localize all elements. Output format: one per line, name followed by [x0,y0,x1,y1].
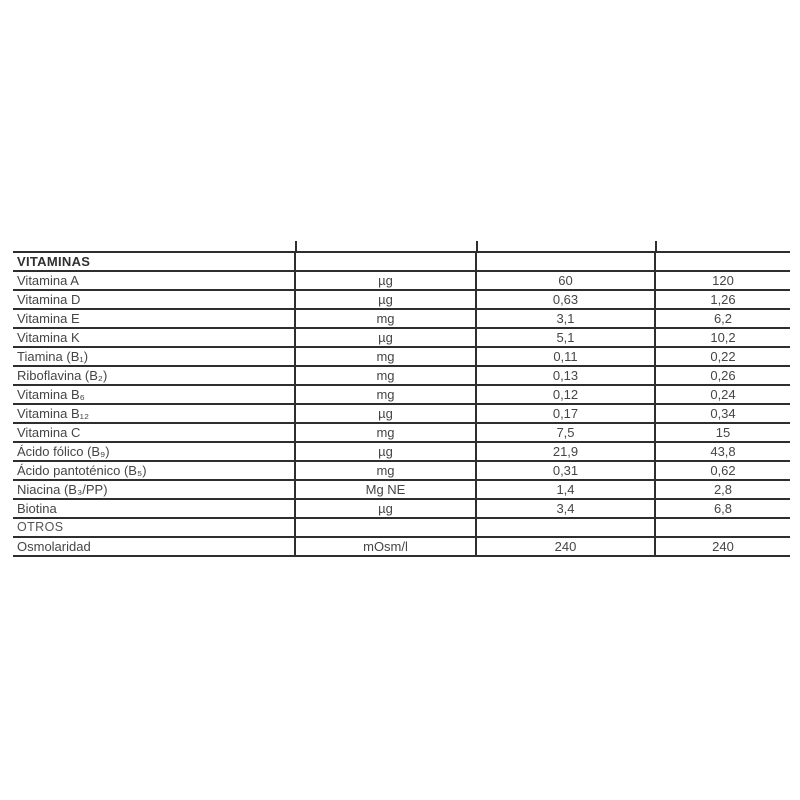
row-unit: mg [295,461,476,480]
row-value-1: 0,17 [476,404,655,423]
column-divider-stub [295,241,297,251]
column-divider-stubs [13,241,790,251]
row-label: Riboflavina (B₂) [13,366,295,385]
table-row-vitamina-e [13,309,790,328]
table-section-row-otros [13,518,790,537]
row-value-2 [655,518,790,537]
row-value-2: 1,26 [655,290,790,309]
row-label: Ácido fólico (B₉) [13,442,295,461]
row-value-2: 43,8 [655,442,790,461]
row-unit: µg [295,442,476,461]
row-unit: mg [295,385,476,404]
row-value-2: 0,62 [655,461,790,480]
row-value-2: 10,2 [655,328,790,347]
row-unit: µg [295,271,476,290]
table-row-vitamina-c [13,423,790,442]
row-value-1: 0,13 [476,366,655,385]
row-value-2: 120 [655,271,790,290]
column-divider-stub [476,241,478,251]
section-title: OTROS [13,518,295,537]
row-unit: µg [295,328,476,347]
row-value-2: 0,34 [655,404,790,423]
row-unit [295,518,476,537]
table-row-osmolaridad [13,537,790,556]
section-title: VITAMINAS [13,252,295,271]
row-value-2: 0,24 [655,385,790,404]
row-value-1: 5,1 [476,328,655,347]
row-label: Niacina (B₃/PP) [13,480,295,499]
column-divider-stub [655,241,657,251]
row-unit: µg [295,499,476,518]
table-row-acido-folico-b9 [13,442,790,461]
table-row-riboflavina-b2 [13,366,790,385]
row-value-1: 0,63 [476,290,655,309]
row-value-1: 240 [476,537,655,556]
row-value-2: 240 [655,537,790,556]
table-row-niacina-b3 [13,480,790,499]
row-label: Vitamina A [13,271,295,290]
table-row-acido-pantotenico-b5 [13,461,790,480]
row-value-2: 6,8 [655,499,790,518]
row-label: Vitamina D [13,290,295,309]
row-value-1 [476,252,655,271]
table-row-vitamina-b12 [13,404,790,423]
row-label: Vitamina C [13,423,295,442]
row-unit: µg [295,404,476,423]
row-unit [295,252,476,271]
row-value-1: 0,31 [476,461,655,480]
row-label: Biotina [13,499,295,518]
row-value-1: 0,11 [476,347,655,366]
row-label: Vitamina B₁₂ [13,404,295,423]
table-row-vitamina-d [13,290,790,309]
table-row-vitamina-b6 [13,385,790,404]
row-label: Vitamina E [13,309,295,328]
row-unit: mg [295,366,476,385]
row-value-2: 0,22 [655,347,790,366]
row-value-1 [476,518,655,537]
nutrition-table [13,251,790,557]
row-label: Vitamina B₆ [13,385,295,404]
row-label: Tiamina (B₁) [13,347,295,366]
row-value-1: 0,12 [476,385,655,404]
row-value-1: 3,1 [476,309,655,328]
row-value-1: 3,4 [476,499,655,518]
row-label: Ácido pantoténico (B₅) [13,461,295,480]
table-row-biotina [13,499,790,518]
row-unit: mg [295,309,476,328]
row-unit: Mg NE [295,480,476,499]
table-row-vitamina-a [13,271,790,290]
row-label: Vitamina K [13,328,295,347]
table-row-tiamina-b1 [13,347,790,366]
table-row-vitamina-k [13,328,790,347]
row-value-2: 15 [655,423,790,442]
row-label: Osmolaridad [13,537,295,556]
row-value-2: 0,26 [655,366,790,385]
row-value-1: 21,9 [476,442,655,461]
row-value-2: 2,8 [655,480,790,499]
table-section-row-vitaminas [13,252,790,271]
row-unit: µg [295,290,476,309]
row-value-1: 1,4 [476,480,655,499]
row-unit: mOsm/l [295,537,476,556]
row-unit: mg [295,423,476,442]
row-value-2: 6,2 [655,309,790,328]
row-value-2 [655,252,790,271]
row-value-1: 60 [476,271,655,290]
row-value-1: 7,5 [476,423,655,442]
row-unit: mg [295,347,476,366]
